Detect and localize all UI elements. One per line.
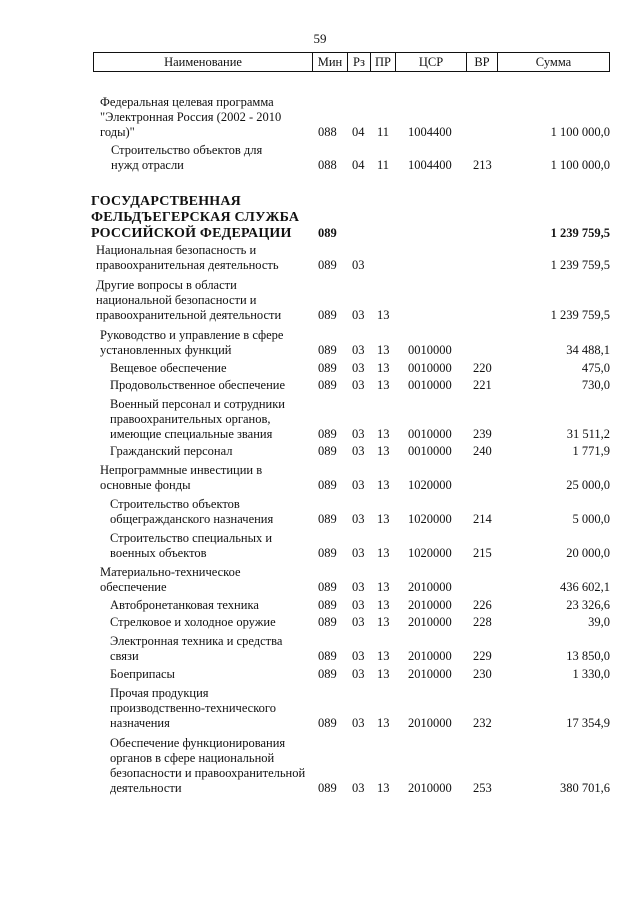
row-name: Федеральная целевая программа "Электронная Россия (2002 - 2010 годы)" — [100, 95, 282, 139]
row-name: Строительство объектов общегражданского назначения — [110, 497, 274, 526]
header-min: Мин — [313, 53, 348, 72]
row-name: Стрелковое и холодное оружие — [110, 615, 276, 629]
row-name: Материально-техническое обеспечение — [100, 565, 241, 594]
page-number: 59 — [313, 31, 327, 46]
row-name: Гражданский персонал — [110, 444, 233, 458]
row-name: Боеприпасы — [110, 667, 175, 681]
header-name: Наименование — [94, 53, 313, 72]
row-name: Обеспечение функционирования органов в сфере национальной безопасности и правоохранительной деятельности — [110, 736, 306, 795]
row-name: Военный персонал и сотрудники правоохранительных органов, имеющие специальные звания — [110, 397, 285, 441]
row-name: ГОСУДАРСТВЕННАЯ ФЕЛЬДЪЕГЕРСКАЯ СЛУЖБА РОССИЙСКОЙ ФЕДЕРАЦИИ — [91, 194, 300, 241]
row-name: Вещевое обеспечение — [110, 361, 227, 375]
header-pr: ПР — [371, 53, 396, 72]
header-csr: ЦСР — [396, 53, 467, 72]
row-name: Прочая продукция производственно-технического назначения — [110, 686, 276, 730]
row-name: Другие вопросы в области национальной безопасности и правоохранительной деятельности — [96, 278, 282, 322]
row-name: Национальная безопасность и правоохранительная деятельность — [96, 243, 279, 272]
row-name: Руководство и управление в сфере установленных функций — [100, 328, 284, 357]
row-name: Автобронетанковая техника — [110, 598, 259, 612]
header-rz: Рз — [348, 53, 371, 72]
row-name: Строительство специальных и военных объектов — [110, 531, 273, 560]
header-vr: ВР — [467, 53, 498, 72]
row-name: Электронная техника и средства связи — [110, 634, 283, 663]
row-name: Строительство объектов для нужд отрасли — [111, 143, 263, 172]
header-sum: Сумма — [498, 53, 610, 72]
budget-table-body: Федеральная целевая программа "Электронная Россия (2002 - 2010 годы)" 088 04 11 1004400 1 100 000,0 Строительство объектов для нужд отрасли 088 04 11 1004400 213 1 100 000,0 ГОСУДАРСТВЕННАЯ ФЕЛЬДЪЕГЕРСКАЯ СЛУЖБА РОССИЙСКОЙ ФЕДЕРАЦИИ 089 1 239 759,5 Национальная безопасность и правоохранительная деятельность 089 03 1 239 759,5 Другие вопросы в области национальной безопасности и правоохранительной деятельности 089 03 13 1 239 759,5 Руководство и управление в сфере установленных функций 089 03 13 0010000 34 488,1 Вещевое обеспечение 089 03 13 0010000 220 475,0 Продовольственное обеспечение 089 03 13 0010000 221 730,0 Военный персонал и сотрудники правоохранительных органов, имеющие специальные звания 089 03 13 0010000 239 31 511,2 Гражданский персонал 089 03 13 0010000 240 1 771,9 Непрограммные инвестиции в основные фонды 089 03 13 1020000 25 000,0 Строительство объектов общегражданского назначения 089 03 13 1020000 214 5 000,0 Строительство специальных и военных объектов 089 03 13 1020000 215 20 000,0 Материально-техническое обеспечение 089 03 13 2010000 436 602,1 Автобронетанковая техника 089 03 13 2010000 226 23 326,6 Стрелковое и холодное оружие 089 03 13 2010000 228 39,0 Электронная техника и средства связи 089 03 13 2010000 229 13 850,0 Боеприпасы 089 03 13 2010000 230 1 330,0 Прочая продукция производственно-технического назначения 089 03 13 2010000 232 17 354,9 Обеспечение функционирования органов в сфере национальной безопасности и правоохранительной деятельности 089 03 13 2010000 253 380 701,6 — [91, 95, 610, 795]
row-name: Продовольственное обеспечение — [110, 378, 285, 392]
row-name: Непрограммные инвестиции в основные фонды — [100, 463, 263, 492]
